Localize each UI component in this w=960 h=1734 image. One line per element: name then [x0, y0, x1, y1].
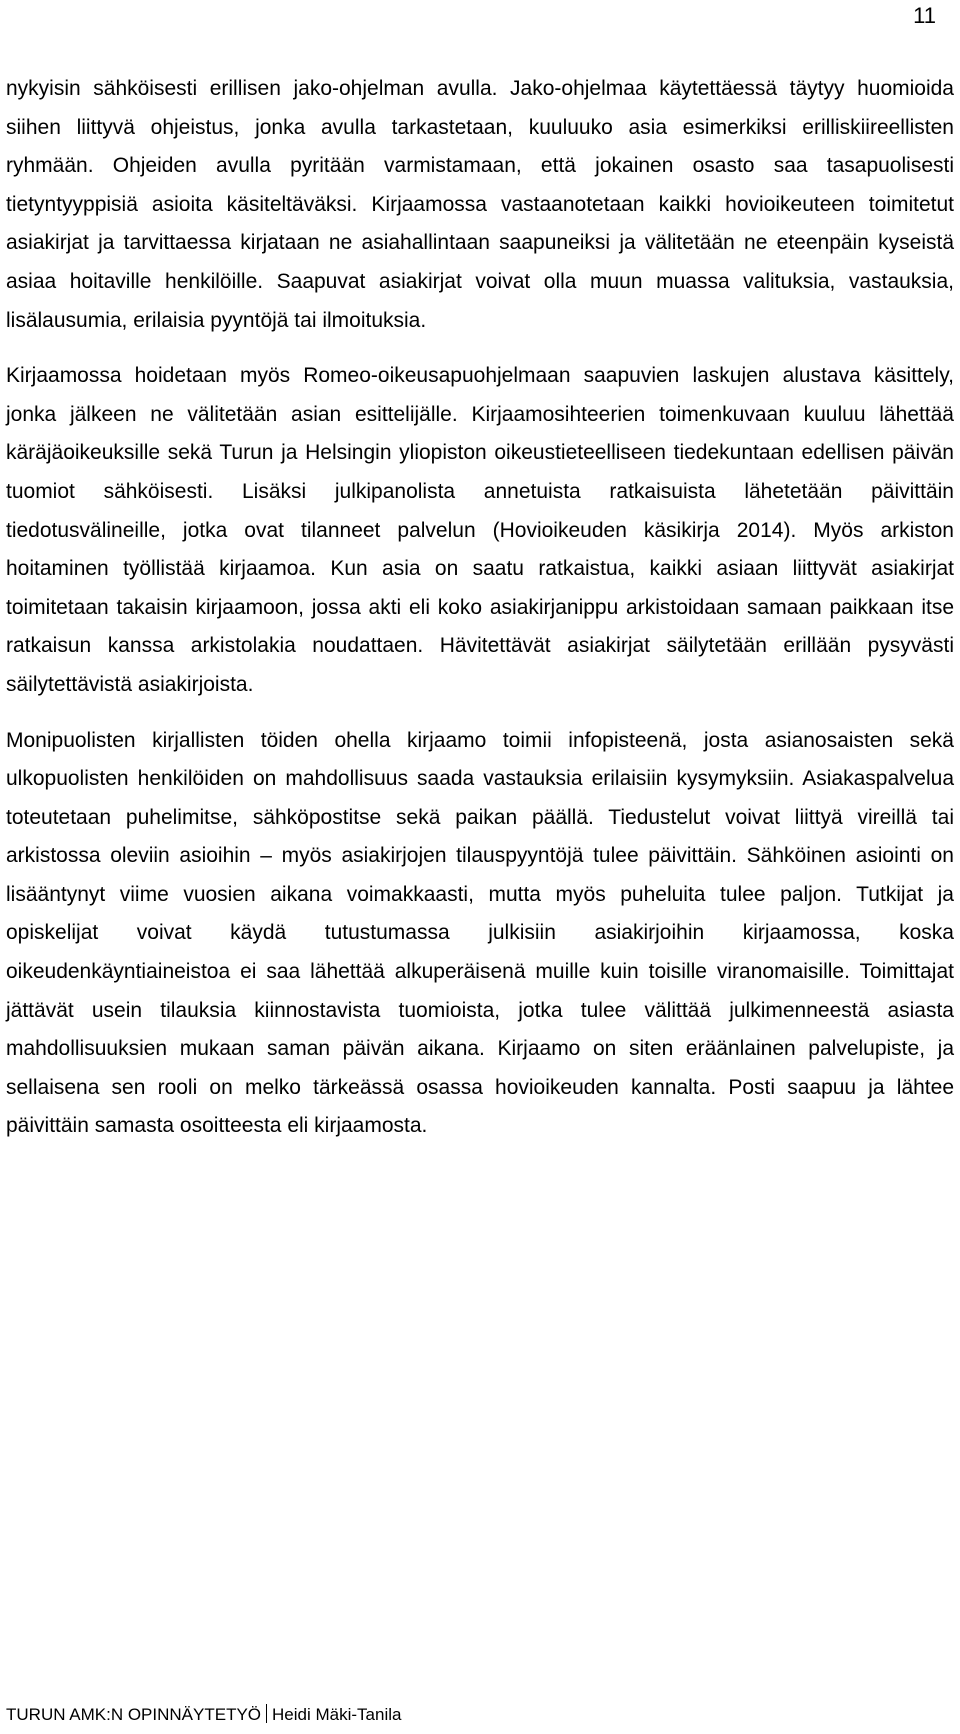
page-body — [0, 70, 960, 1146]
paragraph-3: Monipuolisten kirjallisten töiden ohella kirjaamo toimii infopisteenä, josta asianosaisten sekä ulkopuolisten henkilöiden on mahdollisuus saada vastauksia erilaisiin kysymyksiin. Asiakaspalvelua toteutetaan puhelimitse, sähköpostitse sekä paikan päällä. Tiedustelut voivat liittyä vireillä tai arkistossa oleviin asioihin – myös asiakirjojen tilauspyyntöjä tulee päivittäin. Sähköinen asiointi on lisääntynyt viime vuosien aikana voimakkaasti, mutta myös puheluita tulee paljon. Tutkijat ja opiskelijat voivat käydä tutustumassa julkisiin asiakirjoihin kirjaamossa, koska oikeudenkäyntiaineistoa ei saa lähettää alkuperäisenä muille kuin toisille viranomaisille. Toimittajat jättävät usein tilauksia kiinnostavista tuomioista, jotka tulee välittää julkimenneestä asiasta mahdollisuuksien mukaan saman päivän aikana. Kirjaamo on siten eräänlainen palvelupiste, ja sellaisena sen rooli on melko tärkeässä osassa hovioikeuden kannalta. Posti saapuu ja lähtee päivittäin samasta osoitteesta eli kirjaamosta. — [6, 728, 954, 1138]
footer-author: Heidi Mäki-Tanila — [272, 1705, 402, 1724]
page-footer — [6, 1703, 401, 1727]
paragraph-1: nykyisin sähköisesti erillisen jako-ohjelman avulla. Jako-ohjelmaa käytettäessä täytyy huomioida siihen liittyvä ohjeistus, jonka avulla tarkastetaan, kuuluuko asia esimerkiksi erilliskiireellisten ryhmään. Ohjeiden avulla pyritään varmistamaan, että jokainen osasto saa tasapuolisesti tietyntyyppisiä asioita käsiteltäväksi. Kirjaamossa vastaanotetaan kaikki hovioikeuteen toimitetut asiakirjat ja tarvittaessa kirjataan ne asiahallintaan saapuneiksi ja välitetään ne eteenpäin kyseistä asiaa hoitaville henkilöille. Saapuvat asiakirjat voivat olla muun muassa valituksia, vastauksia, lisälausumia, erilaisia pyyntöjä tai ilmoituksia. — [6, 77, 954, 332]
page-number: 11 — [913, 3, 936, 28]
footer-institution: TURUN AMK:N OPINNÄYTETYÖ — [6, 1705, 262, 1724]
paragraph-2: Kirjaamossa hoidetaan myös Romeo-oikeusapuohjelmaan saapuvien laskujen alustava käsittely, jonka jälkeen ne välitetään asian esittelijälle. Kirjaamosihteerien toimenkuvaan kuuluu lähettää käräjäoikeuksille sekä Turun ja Helsingin yliopiston oikeustieteelliseen tiedekuntaan edellisen päivän tuomiot sähköisesti. Lisäksi julkipanolista annetuista ratkaisuista lähetetään päivittäin tiedotusvälineille, jotka ovat tilanneet palvelun (Hovioikeuden käsikirja 2014). Myös arkiston hoitaminen työllistää kirjaamoa. Kun asia on saatu ratkaistua, kaikki asiaan liittyvät asiakirjat toimitetaan takaisin kirjaamoon, jossa akti eli koko asiakirjanippu arkistoidaan samaan paikkaan itse ratkaisun kanssa arkistolakia noudattaen. Hävitettävät asiakirjat säilytetään erillään pysyvästi säilytettävistä asiakirjoista. — [6, 364, 954, 696]
footer-separator — [266, 1704, 267, 1723]
